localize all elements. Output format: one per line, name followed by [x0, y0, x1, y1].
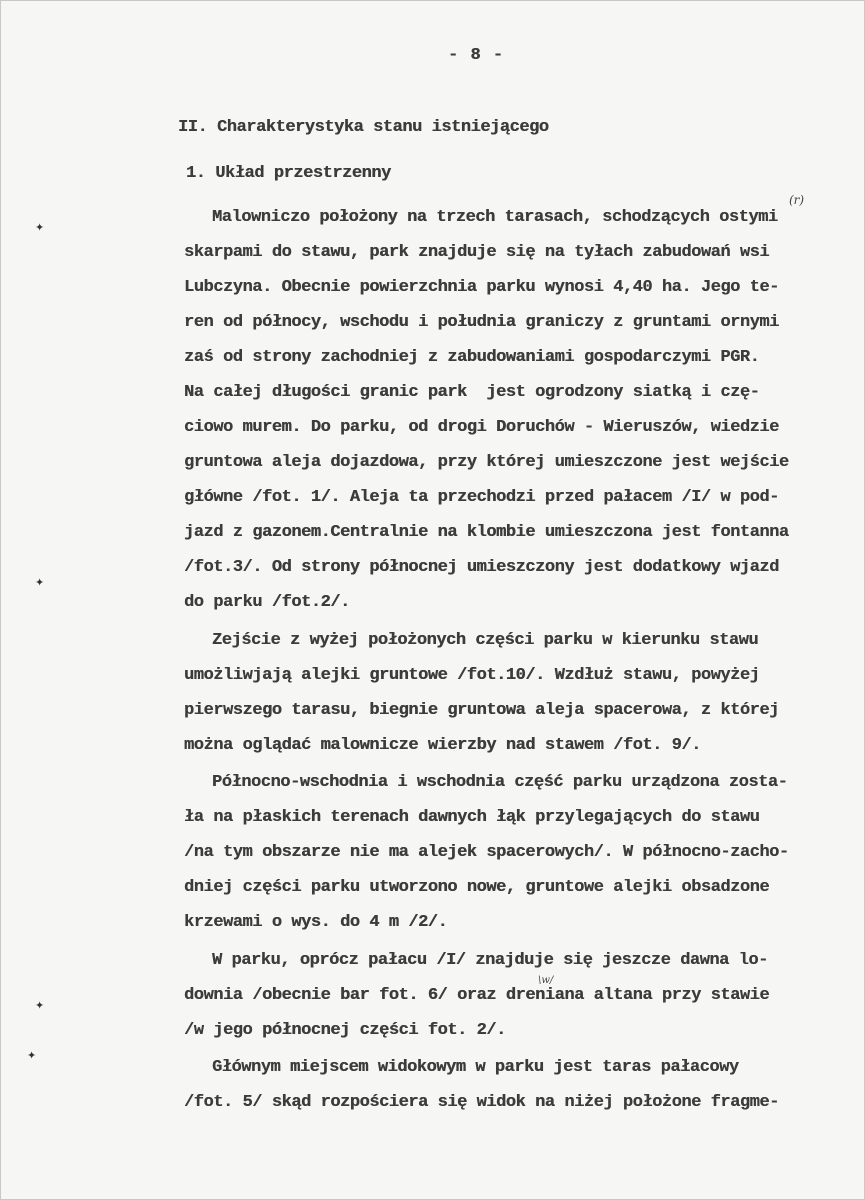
body-line: ła na płaskich terenach dawnych łąk przylegających do stawu: [184, 808, 760, 827]
body-line: downia /obecnie bar fot. 6/ oraz dreniana altana przy stawie: [184, 986, 770, 1005]
body-line: Malowniczo położony na trzech tarasach, schodzących ostymi: [212, 208, 778, 227]
margin-tick-mark: ✦: [35, 576, 45, 589]
handwritten-mark: (r): [789, 193, 805, 207]
margin-tick-mark: ✦: [35, 999, 45, 1012]
body-line: /w jego północnej części fot. 2/.: [184, 1021, 506, 1040]
body-line: skarpami do stawu, park znajduje się na tyłach zabudowań wsi: [184, 243, 770, 262]
body-line: krzewami o wys. do 4 m /2/.: [184, 913, 448, 932]
page-number: - 8 -: [448, 46, 505, 65]
margin-tick-mark: ✦: [27, 1049, 37, 1062]
margin-tick-mark: ✦: [35, 221, 45, 234]
body-line: Lubczyna. Obecnie powierzchnia parku wynosi 4,40 ha. Jego te-: [184, 278, 779, 297]
body-line: /fot. 5/ skąd rozpościera się widok na niżej położone fragme-: [184, 1093, 779, 1112]
body-line: ciowo murem. Do parku, od drogi Doruchów - Wieruszów, wiedzie: [184, 418, 779, 437]
body-line: Głównym miejscem widokowym w parku jest taras pałacowy: [212, 1058, 739, 1077]
body-line: dniej części parku utworzono nowe, gruntowe alejki obsadzone: [184, 878, 770, 897]
body-line: /na tym obszarze nie ma alejek spacerowych/. W północno-zacho-: [184, 843, 789, 862]
body-line: Na całej długości granic park jest ogrodzony siatką i czę-: [184, 383, 760, 402]
body-line: można oglądać malownicze wierzby nad stawem /fot. 9/.: [184, 736, 701, 755]
body-line: pierwszego tarasu, biegnie gruntowa aleja spacerowa, z której: [184, 701, 779, 720]
body-line: /fot.3/. Od strony północnej umieszczony jest dodatkowy wjazd: [184, 558, 779, 577]
body-line: główne /fot. 1/. Aleja ta przechodzi przed pałacem /I/ w pod-: [184, 488, 779, 507]
body-line: ren od północy, wschodu i południa graniczy z gruntami ornymi: [184, 313, 779, 332]
body-line: Północno-wschodnia i wschodnia część parku urządzona zosta-: [212, 773, 788, 792]
section-heading: II. Charakterystyka stanu istniejącego: [178, 118, 549, 137]
body-line: do parku /fot.2/.: [184, 593, 350, 612]
body-line: gruntowa aleja dojazdowa, przy której umieszczone jest wejście: [184, 453, 789, 472]
body-line: zaś od strony zachodniej z zabudowaniami gospodarczymi PGR.: [184, 348, 760, 367]
handwritten-mark: \w/: [538, 975, 554, 986]
subsection-heading: 1. Układ przestrzenny: [186, 164, 391, 183]
body-line: umożliwjają alejki gruntowe /fot.10/. Wzdłuż stawu, powyżej: [184, 666, 760, 685]
body-line: jazd z gazonem.Centralnie na klombie umieszczona jest fontanna: [184, 523, 789, 542]
body-line: Zejście z wyżej położonych części parku w kierunku stawu: [212, 631, 759, 650]
body-line: W parku, oprócz pałacu /I/ znajduje się jeszcze dawna lo-: [212, 951, 768, 970]
